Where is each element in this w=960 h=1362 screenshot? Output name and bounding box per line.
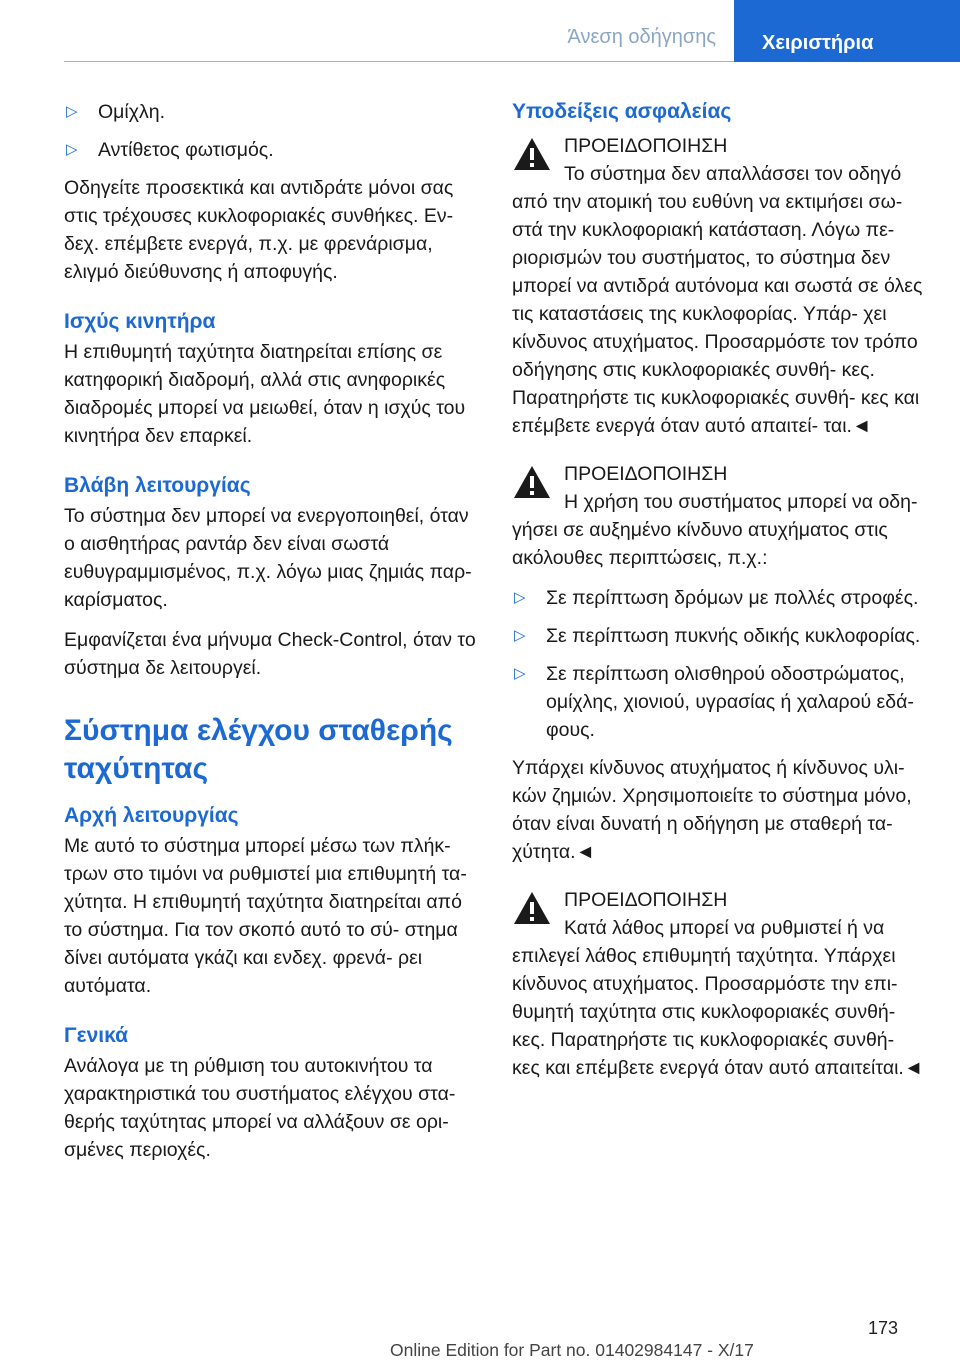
warning-text: Το σύστημα δεν απαλλάσσει τον οδηγό από την ατομική του ευθύνη να εκτιμήσει σω- στά την κυκλοφοριακή κατάσταση. Λόγω πε- ριορισμών του συστήματος, το σύστημα δεν μπορεί να αντιδρά αυτόνομα και σωστά σε όλες τις καταστάσεις της κυκλοφορίας. Υπάρ- χει κίνδυνος ατυχήματος. Προσαρμόστε τον τρόπο οδήγησης στις κυκλοφοριακές συνθή- κες. Παρατηρήστε τις κυκλοφοριακές συνθή- κες και επέμβετε ενεργά όταν αυτό απαιτεί- ται.◄: [512, 163, 923, 437]
left-column: [64, 98, 480, 1176]
list-item: ▷ Σε περίπτωση ολισθηρού οδοστρώματος, ομίχλης, χιονιού, υγρασίας ή χαλαρού εδά- φους.: [512, 660, 926, 744]
warning-end-paragraph: Υπάρχει κίνδυνος ατυχήματος ή κίνδυνος υλι- κών ζημιών. Χρησιμοποιείτε το σύστημα μόνο, όταν είναι δυνατή η οδήγηση με σταθερή τα- χύτητα.◄: [512, 757, 912, 863]
list-item: ▷ Σε περίπτωση πυκνής οδικής κυκλοφορίας.: [512, 622, 926, 650]
right-column: [512, 98, 926, 1094]
heading-engine-power: Ισχύς κινητήρα: [64, 310, 216, 333]
warning-triangle-icon: [512, 136, 552, 172]
warning-block-3: [512, 886, 926, 1082]
heading-general: Γενικά: [64, 1024, 129, 1047]
triangle-right-icon: ▷: [66, 103, 78, 120]
principle-paragraph: Με αυτό το σύστημα μπορεί μέσω των πλήκ- τρων στο τιμόνι να ρυθμιστεί μια επιθυμητή τα- χύτητα. Η επιθυμητή ταχύτητα διατηρείται από το σύστημα. Για τον σκοπό αυτό το σύ- στημα δίνει αυτόματα γκάζι και ενδεχ. φρενά- ρει αυτόματα.: [64, 835, 467, 997]
warning-text: Η χρήση του συστήματος μπορεί να οδη- γήσει σε αυξημένο κίνδυνο ατυχήματος στις ακόλουθες περιπτώσεις, π.χ.:: [512, 491, 918, 569]
warning-title: ΠΡΟΕΙΔΟΠΟΙΗΣΗ: [564, 889, 728, 911]
list-item: ▷ Ομίχλη.: [64, 98, 480, 126]
header-section-title: Άνεση οδήγησης: [567, 26, 716, 48]
list-item: ▷ Σε περίπτωση δρόμων με πολλές στροφές.: [512, 584, 926, 612]
warning-block-1: [512, 132, 926, 440]
page-number: 173: [867, 1318, 898, 1338]
warning-triangle-icon: [512, 890, 552, 926]
heading-malfunction: Βλάβη λειτουργίας: [64, 474, 251, 497]
header-chapter-tab: Χειριστήρια: [734, 0, 960, 62]
warning-title: ΠΡΟΕΙΔΟΠΟΙΗΣΗ: [564, 135, 728, 157]
intro-paragraph: Οδηγείτε προσεκτικά και αντιδράτε μόνοι σας στις τρέχουσες κυκλοφοριακές συνθήκες. Εν- δεχ. επέμβετε ενεργά, π.χ. με φρενάρισμα, ελιγμό διεύθυνσης ή αποφυγής.: [64, 177, 454, 283]
heading-safety: Υποδείξεις ασφαλείας: [512, 100, 732, 123]
header-divider: [64, 61, 734, 62]
triangle-right-icon: ▷: [514, 589, 526, 606]
malfunction-paragraph-1: Το σύστημα δεν μπορεί να ενεργοποιηθεί, όταν ο αισθητήρας ραντάρ δεν είναι σωστά ευθυγραμμισμένος, π.χ. λόγω μιας ζημιάς παρ- καρίσματος.: [64, 505, 472, 611]
warning-block-2: [512, 460, 926, 572]
engine-paragraph: Η επιθυμητή ταχύτητα διατηρείται επίσης σε κατηφορική διαδρομή, αλλά στις ανηφορικές διαδρομές μπορεί να μειωθεί, όταν η ισχύς του κινητήρα δεν επαρκεί.: [64, 341, 466, 447]
footer-edition: Online Edition for Part no. 01402984147 - X/17: [390, 1340, 754, 1360]
triangle-right-icon: ▷: [514, 627, 526, 644]
triangle-right-icon: ▷: [66, 141, 78, 158]
triangle-right-icon: ▷: [514, 665, 526, 682]
heading-principle: Αρχή λειτουργίας: [64, 804, 239, 827]
warning-triangle-icon: [512, 464, 552, 500]
general-paragraph: Ανάλογα με τη ρύθμιση του αυτοκινήτου τα χαρακτηριστικά του συστήματος ελέγχου στα- θερής ταχύτητας μπορεί να αλλάξουν σε ορι- σμένες περιοχές.: [64, 1055, 456, 1161]
warning-title: ΠΡΟΕΙΔΟΠΟΙΗΣΗ: [564, 463, 728, 485]
list-item: ▷ Αντίθετος φωτισμός.: [64, 136, 480, 164]
section-title: Σύστημα ελέγχου σταθερής ταχύτητας: [64, 714, 453, 785]
page-header: [0, 0, 960, 62]
malfunction-paragraph-2: Εμφανίζεται ένα μήνυμα Check-Control, όταν το σύστημα δε λειτουργεί.: [64, 629, 476, 679]
warning-text: Κατά λάθος μπορεί να ρυθμιστεί ή να επιλεγεί λάθος επιθυμητή ταχύτητα. Υπάρχει κίνδυνος ατυχήματος. Προσαρμόστε την επι- θυμητή ταχύτητα στις κυκλοφοριακές συνθή- κες. Παρατηρήστε τις κυκλοφοριακές συνθή- κες και επέμβετε ενεργά όταν αυτό απαιτείται.◄: [512, 917, 924, 1079]
